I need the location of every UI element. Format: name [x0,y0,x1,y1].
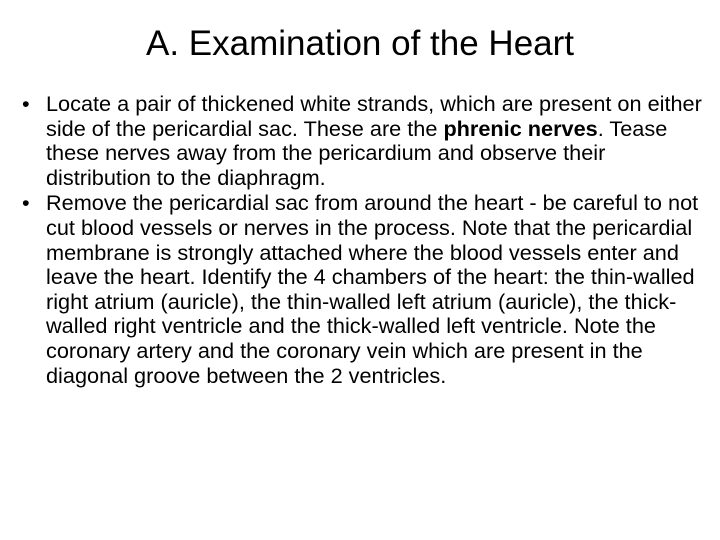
slide-title: A. Examination of the Heart [146,24,574,63]
bullet-text-bold: phrenic nerves [443,115,598,141]
bullet-icon: • [22,91,30,116]
bullet-list [22,92,710,389]
bullet-item-phrenic-nerves [22,92,710,190]
bullet-text-part: . Tease these nerves away from the pericardium and observe their distribution to the diaphragm. [46,115,668,190]
bullet-text-part: Locate a pair of thickened white strands, which are present on either side of the pericardial sac. These are the [46,91,702,141]
bullet-text: Remove the pericardial sac from around the heart - be careful to not cut blood vessels or nerves in the process. Note that the pericardial membrane is strongly attached where the blood vessels enter and leave the heart. Identify the 4 chambers of the heart: the thin-walled right atrium (auricle), the thin-walled left atrium (auricle), the thick-walled right ventricle and the thick-walled left ventricle. Note the coronary artery and the coronary vein which are present in the diagonal groove between the 2 ventricles. [46,190,699,388]
bullet-icon: • [22,190,30,216]
bullet-item-pericardial-sac [22,191,710,388]
